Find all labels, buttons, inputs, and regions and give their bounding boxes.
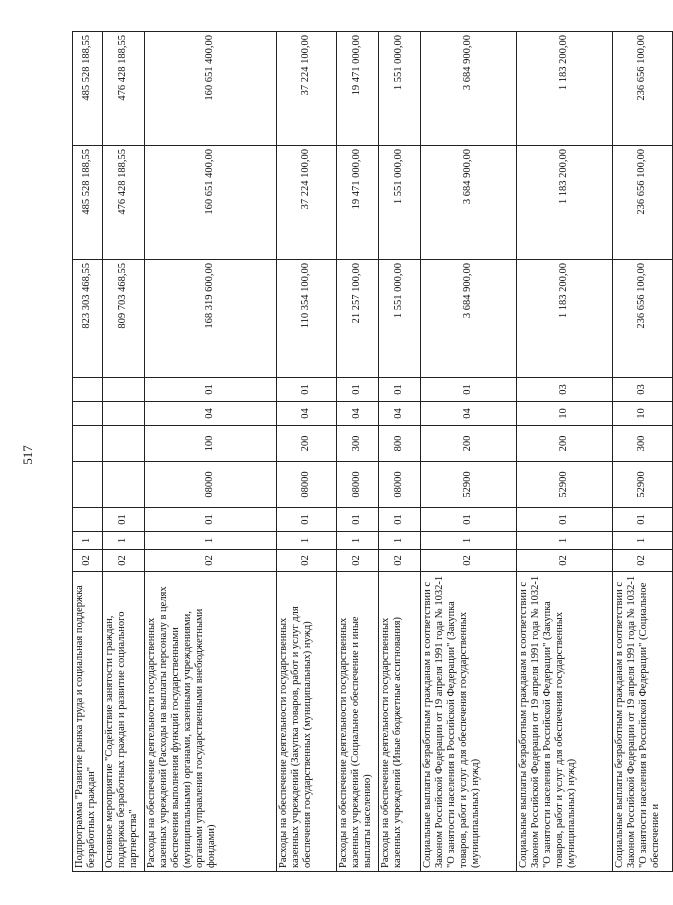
code-program-cell: 02: [337, 550, 379, 572]
code-program-cell: 02: [517, 550, 613, 572]
table-row: [379, 32, 421, 872]
amount-year3-cell: 485 528 188,55: [73, 32, 103, 146]
row-name-cell: Расходы на обеспечение деятельности государственных казенных учреждений (Закупка товаров, работ и услуг для обеспечения государственных (муниципальных) нужд): [277, 572, 337, 872]
code-subsection-cell: 01: [277, 378, 337, 402]
code-expense-type-cell: 300: [613, 426, 673, 462]
row-name-cell: Социальные выплаты безработным гражданам в соответствии с Законом Российской Федерации от 19 апреля 1991 года № 1032-1 "О занятости населения в Российской Федерации" (Социальное обеспечение и: [613, 572, 673, 872]
amount-year2-cell: 1 183 200,00: [517, 146, 613, 260]
code-measure-cell: 01: [277, 508, 337, 532]
page-number: 517: [20, 445, 35, 465]
table-row: [613, 32, 673, 872]
code-subprogram-cell: 1: [277, 532, 337, 550]
code-measure-cell: 01: [613, 508, 673, 532]
code-expense-type-cell: 300: [337, 426, 379, 462]
amount-year2-cell: 485 528 188,55: [73, 146, 103, 260]
code-expense-type-cell: 800: [379, 426, 421, 462]
row-name-cell: Расходы на обеспечение деятельности государственных казенных учреждений (Расходы на выплаты персоналу в целях обеспечения выполнения функций государственными (муниципальными) органами, казенными учреждениями, органами управления государственными внебюджетными фондами): [145, 572, 277, 872]
table-row: [337, 32, 379, 872]
code-program-cell: 02: [103, 550, 145, 572]
code-measure-cell: 01: [337, 508, 379, 532]
code-measure-cell: 01: [145, 508, 277, 532]
row-name-cell: Социальные выплаты безработным гражданам в соответствии с Законом Российской Федерации от 19 апреля 1991 года № 1032-1 "О занятости населения в Российской Федерации" (Закупка товаров, работ и услуг для обеспечения государственных (муниципальных) нужд): [421, 572, 517, 872]
code-subsection-cell: 01: [337, 378, 379, 402]
code-subsection-cell: 03: [517, 378, 613, 402]
amount-year3-cell: 3 684 900,00: [421, 32, 517, 146]
code-section-cell: 04: [379, 402, 421, 426]
code-program-cell: 02: [277, 550, 337, 572]
code-subprogram-cell: 1: [73, 532, 103, 550]
budget-table-container: [72, 32, 662, 872]
amount-year1-cell: 1 551 000,00: [379, 260, 421, 378]
code-program-cell: 02: [421, 550, 517, 572]
code-section-cell: 04: [421, 402, 517, 426]
code-subsection-cell: [73, 378, 103, 402]
code-program-cell: 02: [73, 550, 103, 572]
row-name-cell: Расходы на обеспечение деятельности государственных казенных учреждений (Социальное обеспечение и иные выплаты населению): [337, 572, 379, 872]
code-section-cell: 04: [277, 402, 337, 426]
code-expense-type-cell: [103, 426, 145, 462]
table-row: [103, 32, 145, 872]
amount-year2-cell: 1 551 000,00: [379, 146, 421, 260]
amount-year3-cell: 19 471 000,00: [337, 32, 379, 146]
code-subprogram-cell: 1: [613, 532, 673, 550]
code-measure-cell: 01: [379, 508, 421, 532]
table-row: [421, 32, 517, 872]
code-direction-cell: [73, 462, 103, 508]
code-subprogram-cell: 1: [103, 532, 145, 550]
amount-year1-cell: 823 303 468,55: [73, 260, 103, 378]
code-expense-type-cell: 100: [145, 426, 277, 462]
row-name-cell: Социальные выплаты безработным гражданам в соответствии с Законом Российской Федерации от 19 апреля 1991 года № 1032-1 "О занятости населения в Российской Федерации" (Закупка товаров, работ и услуг для обеспечения государственных (муниципальных) нужд): [517, 572, 613, 872]
amount-year1-cell: 110 354 100,00: [277, 260, 337, 378]
amount-year2-cell: 37 224 100,00: [277, 146, 337, 260]
amount-year3-cell: 476 428 188,55: [103, 32, 145, 146]
code-expense-type-cell: 200: [277, 426, 337, 462]
code-program-cell: 02: [379, 550, 421, 572]
code-section-cell: 10: [517, 402, 613, 426]
amount-year2-cell: 19 471 000,00: [337, 146, 379, 260]
code-subsection-cell: 01: [145, 378, 277, 402]
code-section-cell: [103, 402, 145, 426]
code-direction-cell: 08000: [145, 462, 277, 508]
amount-year1-cell: 236 656 100,00: [613, 260, 673, 378]
amount-year3-cell: 37 224 100,00: [277, 32, 337, 146]
code-subsection-cell: [103, 378, 145, 402]
budget-table: [72, 31, 673, 872]
amount-year2-cell: 160 651 400,00: [145, 146, 277, 260]
code-direction-cell: 52900: [517, 462, 613, 508]
amount-year3-cell: 236 656 100,00: [613, 32, 673, 146]
code-program-cell: 02: [613, 550, 673, 572]
amount-year2-cell: 236 656 100,00: [613, 146, 673, 260]
amount-year1-cell: 21 257 100,00: [337, 260, 379, 378]
amount-year3-cell: 1 551 000,00: [379, 32, 421, 146]
code-section-cell: 04: [337, 402, 379, 426]
row-name-cell: Подпрограмма "Развитие рынка труда и социальная поддержка безработных граждан": [73, 572, 103, 872]
code-subprogram-cell: 1: [421, 532, 517, 550]
table-row: [145, 32, 277, 872]
code-measure-cell: 01: [517, 508, 613, 532]
amount-year2-cell: 476 428 188,55: [103, 146, 145, 260]
table-row: [73, 32, 103, 872]
code-direction-cell: 52900: [613, 462, 673, 508]
code-expense-type-cell: 200: [421, 426, 517, 462]
code-section-cell: 04: [145, 402, 277, 426]
code-direction-cell: [103, 462, 145, 508]
amount-year3-cell: 1 183 200,00: [517, 32, 613, 146]
code-program-cell: 02: [145, 550, 277, 572]
code-direction-cell: 08000: [379, 462, 421, 508]
amount-year1-cell: 809 703 468,55: [103, 260, 145, 378]
code-subprogram-cell: 1: [517, 532, 613, 550]
code-measure-cell: 01: [421, 508, 517, 532]
code-subprogram-cell: 1: [145, 532, 277, 550]
code-direction-cell: 08000: [277, 462, 337, 508]
code-measure-cell: 01: [103, 508, 145, 532]
code-subprogram-cell: 1: [379, 532, 421, 550]
code-direction-cell: 52900: [421, 462, 517, 508]
table-row: [517, 32, 613, 872]
code-section-cell: 10: [613, 402, 673, 426]
code-section-cell: [73, 402, 103, 426]
code-direction-cell: 08000: [337, 462, 379, 508]
amount-year2-cell: 3 684 900,00: [421, 146, 517, 260]
row-name-cell: Основное мероприятие "Содействие занятости граждан, поддержка безработных граждан и развитие социального партнерства": [103, 572, 145, 872]
code-expense-type-cell: [73, 426, 103, 462]
amount-year3-cell: 160 651 400,00: [145, 32, 277, 146]
code-subprogram-cell: 1: [337, 532, 379, 550]
code-expense-type-cell: 200: [517, 426, 613, 462]
amount-year1-cell: 168 319 600,00: [145, 260, 277, 378]
code-subsection-cell: 01: [379, 378, 421, 402]
code-subsection-cell: 03: [613, 378, 673, 402]
code-measure-cell: [73, 508, 103, 532]
amount-year1-cell: 1 183 200,00: [517, 260, 613, 378]
row-name-cell: Расходы на обеспечение деятельности государственных казенных учреждений (Иные бюджетные ассигнования): [379, 572, 421, 872]
amount-year1-cell: 3 684 900,00: [421, 260, 517, 378]
table-row: [277, 32, 337, 872]
code-subsection-cell: 01: [421, 378, 517, 402]
